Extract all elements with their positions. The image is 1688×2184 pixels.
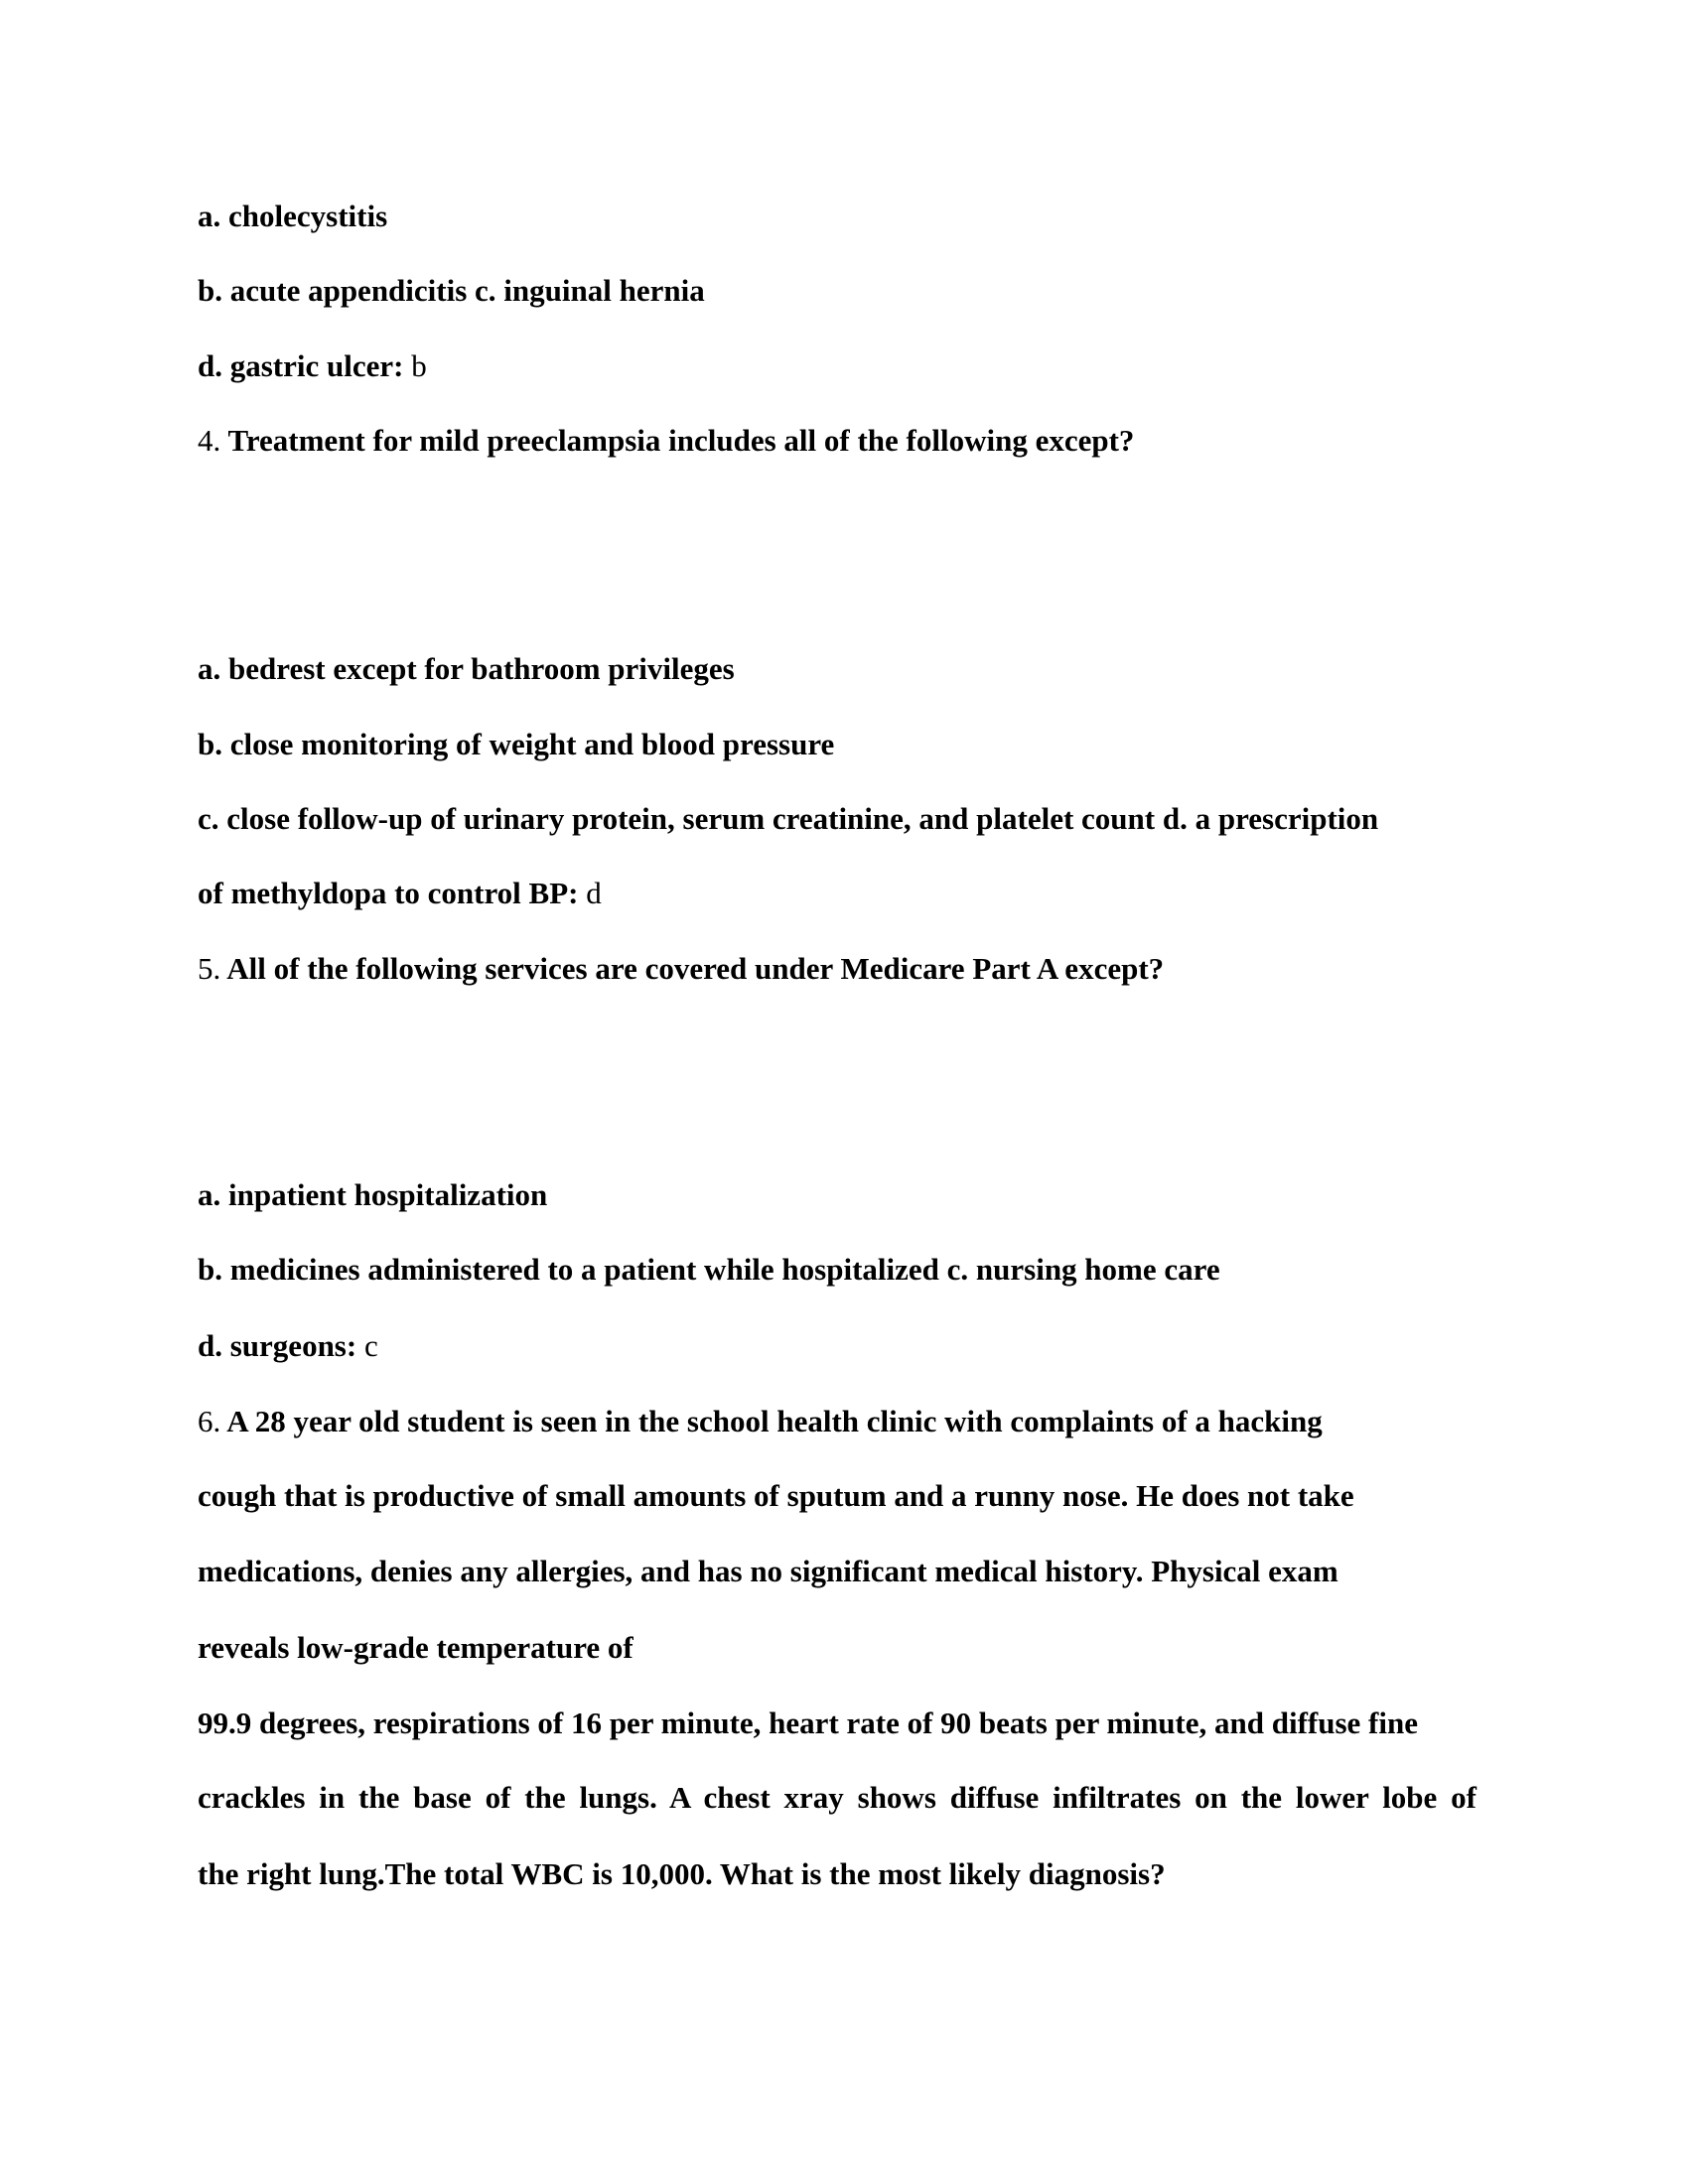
q6-line-7: the right lung.The total WBC is 10,000. What is the most likely diagnosis?	[198, 1856, 1166, 1891]
q5-answer: c	[363, 1328, 378, 1363]
q4-number: 4.	[198, 423, 221, 458]
q6-number: 6.	[198, 1404, 221, 1438]
q6-line-5: 99.9 degrees, respirations of 16 per minute, heart rate of 90 beats per minute, and diffuse fine	[198, 1706, 1418, 1740]
q4-option-d-cont	[198, 876, 602, 911]
q6-line-6: crackles in the base of the lungs. A chest xray shows diffuse infiltrates on the lower lobe of	[198, 1780, 1477, 1815]
q3-option-d-text: d. gastric ulcer:	[198, 348, 404, 383]
q5-number: 5.	[198, 951, 221, 986]
q4-option-b: b. close monitoring of weight and blood pressure	[198, 727, 835, 761]
q6-line-4: reveals low-grade temperature of	[198, 1630, 633, 1665]
q5-option-d-text: d. surgeons:	[198, 1328, 357, 1363]
q4-option-cd: c. close follow-up of urinary protein, serum creatinine, and platelet count d. a prescription	[198, 801, 1379, 836]
q3-option-d	[198, 348, 427, 384]
q6-line-1	[198, 1404, 1323, 1439]
q4-answer: d	[586, 876, 602, 910]
q5-question	[198, 951, 1164, 987]
q4-question-text: Treatment for mild preeclampsia includes all of the following except?	[227, 423, 1135, 458]
q6-line-3: medications, denies any allergies, and has no significant medical history. Physical exam	[198, 1554, 1338, 1588]
q4-option-d-text: of methyldopa to control BP:	[198, 876, 579, 910]
q3-answer: b	[411, 348, 427, 383]
q3-option-a: a. cholecystitis	[198, 199, 388, 233]
q5-option-a: a. inpatient hospitalization	[198, 1177, 548, 1212]
q5-option-bc: b. medicines administered to a patient while hospitalized c. nursing home care	[198, 1252, 1220, 1287]
q6-line-2: cough that is productive of small amounts of sputum and a runny nose. He does not take	[198, 1478, 1354, 1513]
q3-option-bc: b. acute appendicitis c. inguinal hernia	[198, 273, 705, 308]
q4-question	[198, 423, 1134, 459]
q5-question-text: All of the following services are covered under Medicare Part A except?	[226, 951, 1165, 986]
q6-text: A 28 year old student is seen in the school health clinic with complaints of a hacking	[226, 1404, 1323, 1438]
q5-option-d	[198, 1328, 378, 1364]
q4-option-a: a. bedrest except for bathroom privileges	[198, 651, 735, 686]
